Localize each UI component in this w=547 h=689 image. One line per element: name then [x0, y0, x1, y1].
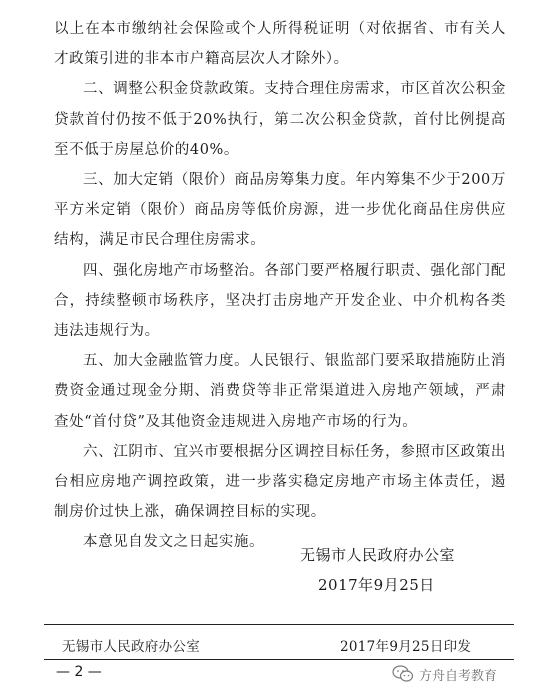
paragraph-6: 六、江阴市、宜兴市要根据分区调控目标任务，参照市区政策出台相应房地产调控政策，进一步落实稳定房地产市场主体责任，遏制房价过快上涨，确保调控目标的实现。 — [54, 443, 506, 521]
page-number: — 2 — — [56, 664, 102, 680]
paragraph-3: 三、加大定销（限价）商品房筹集力度。年内筹集不少于200万平方米定销（限价）商品房等低价房源，进一步优化商品住房供应结构，满足市民合理住房需求。 — [54, 172, 506, 249]
signature-block — [300, 540, 455, 600]
signature-date: 2017年9月25日 — [318, 576, 435, 594]
footer-rule-top — [44, 624, 514, 625]
footer-rule-bottom — [44, 659, 514, 660]
paragraph-5: 五、加大金融监管力度。人民银行、银监部门要采取措施防止消费资金通过现金分期、消费贷等非正常渠道进入房地产领域，严肃查处“首付贷”及其他资金违规进入房地产市场的行为。 — [54, 353, 506, 430]
signature-organization: 无锡市人民政府办公室 — [300, 546, 456, 564]
paragraph-7: 本意见自发文之日起实施。 — [83, 534, 265, 551]
document-body — [54, 14, 506, 558]
watermark — [392, 663, 497, 685]
footer-issuer: 无锡市人民政府办公室 — [62, 639, 200, 655]
paragraph-4: 四、强化房地产市场整治。各部门要严格履行职责、强化部门配合，持续整顿市场秩序，坚决打击房地产开发企业、中介机构各类违法违规行为。 — [54, 262, 506, 340]
paragraph-1: 以上在本市缴纳社会保险或个人所得税证明（对依据省、市有关人才政策引进的非本市户籍高层次人才除外）。 — [54, 21, 506, 68]
footer-issue-date: 2017年9月25日印发 — [340, 639, 472, 655]
wechat-icon — [392, 665, 414, 683]
paragraph-2: 二、调整公积金贷款政策。支持合理住房需求，市区首次公积金贷款首付仍按不低于20%执行，第二次公积金贷款，首付比例提高至不低于房屋总价的40%。 — [54, 81, 506, 158]
watermark-text: 方舟自考教育 — [419, 668, 498, 684]
